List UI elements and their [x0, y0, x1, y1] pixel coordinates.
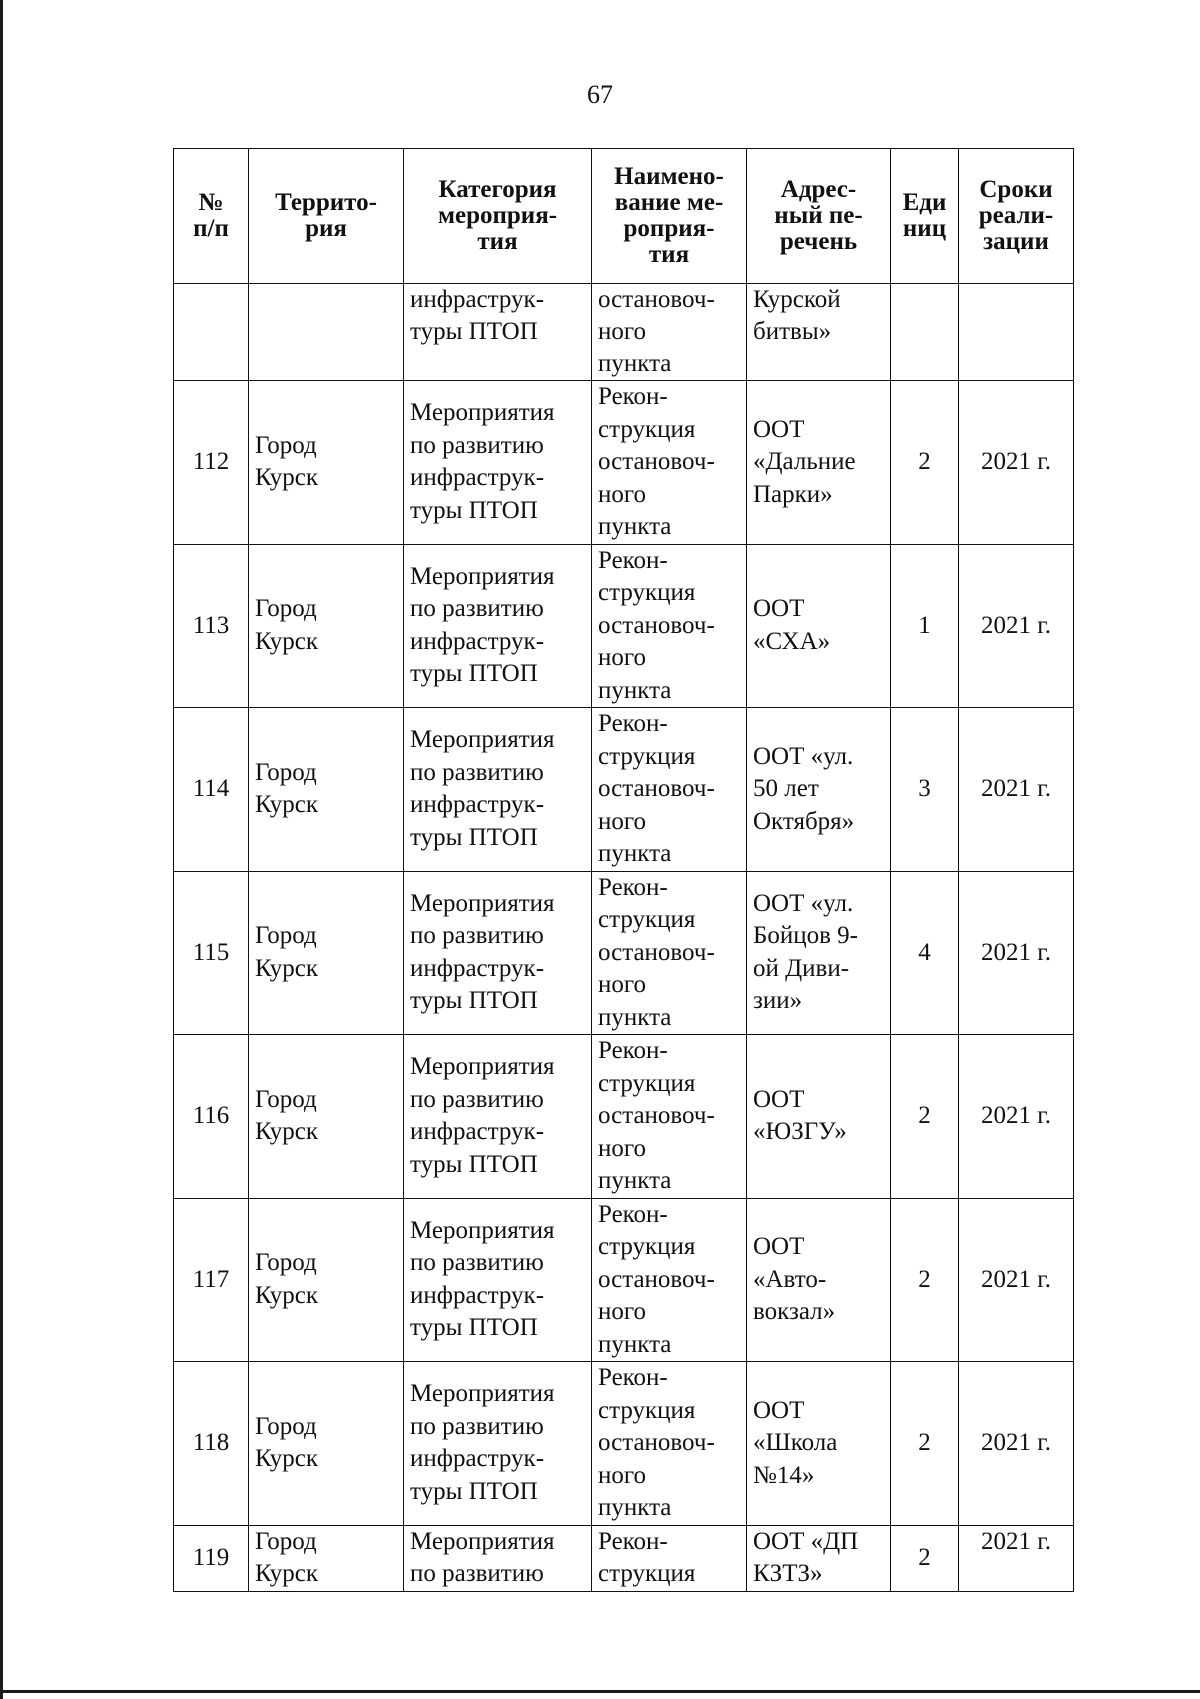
cell-address: Курской битвы»: [747, 284, 891, 381]
cell-name: Рекон- струкция остановоч- ного пункта: [592, 381, 747, 545]
cell-term: 2021 г.: [959, 708, 1074, 872]
cell-name: Рекон- струкция остановоч- ного пункта: [592, 544, 747, 708]
cell-name: Рекон- струкция остановоч- ного пункта: [592, 1035, 747, 1199]
cell-term: 2021 г.: [959, 1198, 1074, 1362]
scan-edge-bottom: [0, 1690, 1200, 1693]
cell-category: инфраструк- туры ПТОП: [404, 284, 592, 381]
table-row: [174, 1525, 1074, 1591]
cell-territory: Город Курск: [249, 1362, 404, 1526]
cell-category: Мероприятия по развитию: [404, 1525, 592, 1591]
table-row: [174, 708, 1074, 872]
cell-address: ООТ «Дальние Парки»: [747, 381, 891, 545]
cell-term: 2021 г.: [959, 1035, 1074, 1199]
cell-units: 2: [891, 1525, 959, 1591]
cell-units: 4: [891, 871, 959, 1035]
cell-territory: Город Курск: [249, 1525, 404, 1591]
cell-address: ООТ «СХА»: [747, 544, 891, 708]
table-row: [174, 1362, 1074, 1526]
cell-address: ООТ «ЮЗГУ»: [747, 1035, 891, 1199]
cell-num: 119: [174, 1525, 249, 1591]
cell-category: Мероприятия по развитию инфраструк- туры ПТОП: [404, 1362, 592, 1526]
header-category: Категория мероприя- тия: [404, 149, 592, 284]
cell-category: Мероприятия по развитию инфраструк- туры ПТОП: [404, 708, 592, 872]
cell-units: [891, 284, 959, 381]
cell-address: ООТ «ул. Бойцов 9- ой Диви- зии»: [747, 871, 891, 1035]
cell-territory: Город Курск: [249, 871, 404, 1035]
cell-num: 115: [174, 871, 249, 1035]
header-name: Наимено- вание ме- роприя- тия: [592, 149, 747, 284]
cell-units: 3: [891, 708, 959, 872]
cell-units: 2: [891, 1035, 959, 1199]
cell-category: Мероприятия по развитию инфраструк- туры ПТОП: [404, 871, 592, 1035]
cell-num: 116: [174, 1035, 249, 1199]
cell-name: Рекон- струкция остановоч- ного пункта: [592, 1362, 747, 1526]
header-address: Адрес- ный пе- речень: [747, 149, 891, 284]
cell-term: 2021 г.: [959, 1362, 1074, 1526]
cell-name: Рекон- струкция остановоч- ного пункта: [592, 708, 747, 872]
cell-term: 2021 г.: [959, 871, 1074, 1035]
cell-units: 2: [891, 1198, 959, 1362]
measures-table: [173, 148, 1074, 1592]
table-row: [174, 871, 1074, 1035]
header-territory: Террито- рия: [249, 149, 404, 284]
header-row: [174, 149, 1074, 284]
cell-territory: Город Курск: [249, 381, 404, 545]
cell-units: 2: [891, 1362, 959, 1526]
cell-territory: Город Курск: [249, 708, 404, 872]
cell-address: ООТ «ул. 50 лет Октября»: [747, 708, 891, 872]
cell-territory: Город Курск: [249, 544, 404, 708]
cell-num: 113: [174, 544, 249, 708]
cell-term: 2021 г.: [959, 381, 1074, 545]
cell-name: Рекон- струкция: [592, 1525, 747, 1591]
cell-term: [959, 284, 1074, 381]
cell-name: Рекон- струкция остановоч- ного пункта: [592, 1198, 747, 1362]
scan-edge-left: [0, 0, 3, 1699]
cell-address: ООТ «Школа №14»: [747, 1362, 891, 1526]
cell-num: 114: [174, 708, 249, 872]
cell-territory: Город Курск: [249, 1035, 404, 1199]
table-row: [174, 544, 1074, 708]
header-term: Сроки реали- зации: [959, 149, 1074, 284]
cell-num: [174, 284, 249, 381]
cell-territory: Город Курск: [249, 1198, 404, 1362]
cell-address: ООТ «ДП КЗТЗ»: [747, 1525, 891, 1591]
cell-term: 2021 г.: [959, 544, 1074, 708]
cell-units: 1: [891, 544, 959, 708]
table-row: [174, 381, 1074, 545]
cell-num: 117: [174, 1198, 249, 1362]
cell-num: 118: [174, 1362, 249, 1526]
cell-address: ООТ «Авто- вокзал»: [747, 1198, 891, 1362]
cell-term: 2021 г.: [959, 1525, 1074, 1591]
cell-units: 2: [891, 381, 959, 545]
cell-category: Мероприятия по развитию инфраструк- туры ПТОП: [404, 1035, 592, 1199]
header-num: № п/п: [174, 149, 249, 284]
cell-category: Мероприятия по развитию инфраструк- туры ПТОП: [404, 544, 592, 708]
header-units: Еди ниц: [891, 149, 959, 284]
cell-name: Рекон- струкция остановоч- ного пункта: [592, 871, 747, 1035]
continuation-row: [174, 284, 1074, 381]
cell-category: Мероприятия по развитию инфраструк- туры ПТОП: [404, 1198, 592, 1362]
cell-territory: [249, 284, 404, 381]
page-number: 67: [587, 80, 613, 109]
table-row: [174, 1198, 1074, 1362]
cell-category: Мероприятия по развитию инфраструк- туры ПТОП: [404, 381, 592, 545]
cell-num: 112: [174, 381, 249, 545]
cell-name: остановоч- ного пункта: [592, 284, 747, 381]
table-row: [174, 1035, 1074, 1199]
